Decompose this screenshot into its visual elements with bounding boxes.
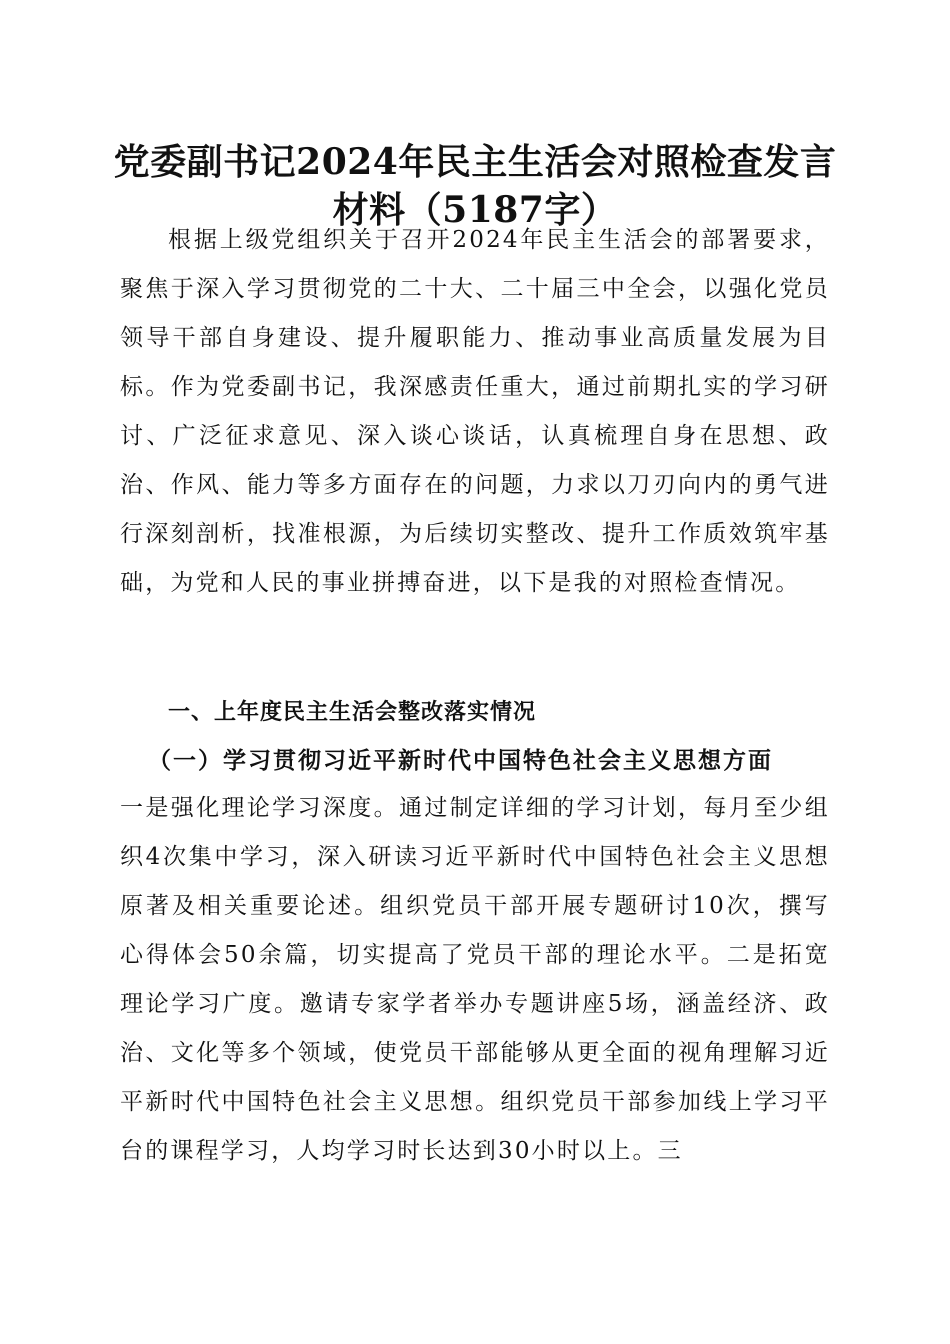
document-title-line2: 材料（5187字） (332, 189, 618, 231)
section-heading: 一、上年度民主生活会整改落实情况 (168, 700, 537, 725)
subsection-paragraph: 一是强化理论学习深度。通过制定详细的学习计划，每月至少组织4次集中学习，深入研读习近平新时代中国特色社会主义思想原著及相关重要论述。组织党员干部开展专题研讨10次，撰写心得体会50余篇，切实提高了党员干部的理论水平。二是拓宽理论学习广度。邀请专家学者举办专题讲座5场，涵盖经济、政治、文化等多个领域，使党员干部能够从更全面的视角理解习近平新时代中国特色社会主义思想。组织党员干部参加线上学习平台的课程学习，人均学习时长达到30小时以上。三 (120, 795, 830, 1164)
intro-paragraph: 根据上级党组织关于召开2024年民主生活会的部署要求，聚焦于深入学习贯彻党的二十大、二十届三中全会，以强化党员领导干部自身建设、提升履职能力、推动事业高质量发展为目标。作为党委副书记，我深感责任重大，通过前期扎实的学习研讨、广泛征求意见、深入谈心谈话，认真梳理自身在思想、政治、作风、能力等多方面存在的问题，力求以刀刃向内的勇气进行深刻剖析，找准根源，为后续切实整改、提升工作质效筑牢基础，为党和人民的事业拼搏奋进，以下是我的对照检查情况。 (120, 227, 830, 596)
subsection-heading: （一）学习贯彻习近平新时代中国特色社会主义思想方面 (148, 747, 773, 774)
document-title-line1: 党委副书记2024年民主生活会对照检查发言 (113, 141, 837, 183)
